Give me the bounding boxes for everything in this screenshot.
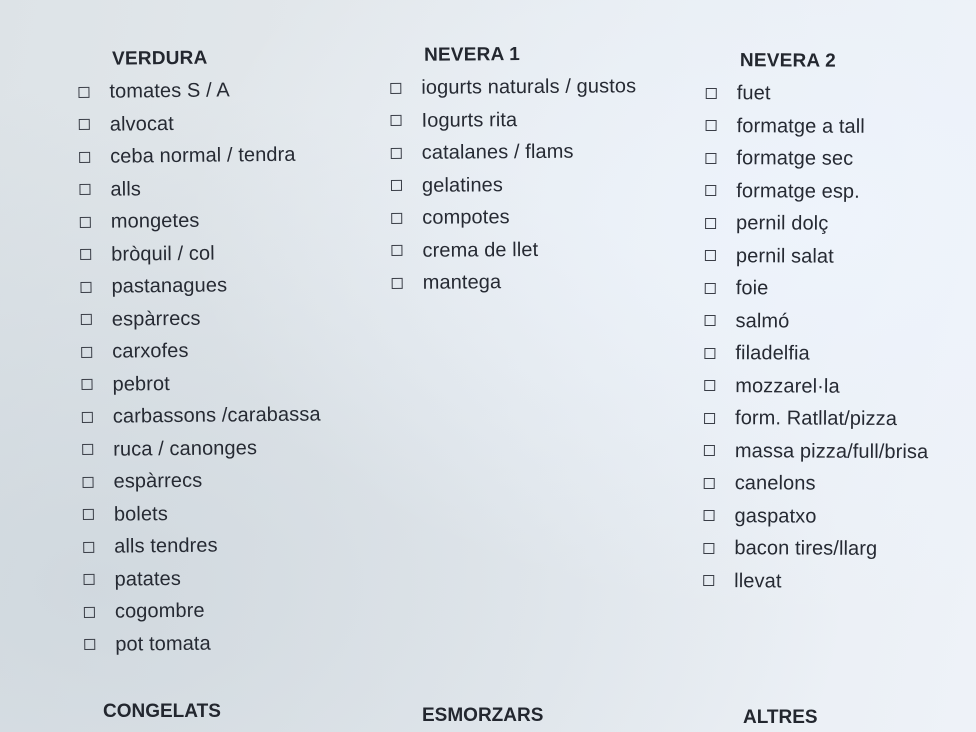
checkbox-icon[interactable] <box>706 120 717 131</box>
checklist-item[interactable] <box>704 402 929 436</box>
checklist-item[interactable] <box>705 207 930 241</box>
checklist-nevera-1 <box>390 70 637 299</box>
column-nevera-1 <box>390 42 638 299</box>
checklist-item-label: catalanes / flams <box>421 140 574 164</box>
checklist-item[interactable] <box>706 109 931 143</box>
checklist-item[interactable] <box>391 200 637 234</box>
checklist-item[interactable] <box>703 564 928 598</box>
checklist-item-label: form. Ratllat/pizza <box>735 407 898 431</box>
checklist-item-label: formatge esp. <box>736 179 860 203</box>
checkbox-icon[interactable] <box>391 213 402 224</box>
checklist-item[interactable] <box>391 233 637 267</box>
checkbox-icon[interactable] <box>83 509 94 520</box>
checklist-item[interactable] <box>704 337 929 371</box>
checkbox-icon[interactable] <box>79 152 90 163</box>
checkbox-icon[interactable] <box>82 444 93 455</box>
checklist-item[interactable] <box>81 366 320 401</box>
section-heading-esmorzars: ESMORZARS <box>422 705 544 726</box>
checklist-item-label: cogombre <box>114 599 205 623</box>
checklist-item-label: carxofes <box>112 339 189 363</box>
checkbox-icon[interactable] <box>78 87 89 98</box>
checkbox-icon[interactable] <box>80 217 91 228</box>
checklist-item-label: crema de llet <box>422 238 539 262</box>
section-heading-congelats: CONGELATS <box>103 701 221 722</box>
checkbox-icon[interactable] <box>704 510 715 521</box>
checklist-item-label: mozzarel·la <box>735 374 840 398</box>
checkbox-icon[interactable] <box>704 380 715 391</box>
checklist-item[interactable] <box>81 333 320 368</box>
checklist-item[interactable] <box>706 77 931 111</box>
checkbox-icon[interactable] <box>79 119 90 130</box>
checkbox-icon[interactable] <box>705 218 716 229</box>
checklist-item[interactable] <box>705 174 930 208</box>
checklist-item-label: mongetes <box>110 209 200 233</box>
checkbox-icon[interactable] <box>84 574 95 585</box>
checklist-item-label: Iogurts rita <box>421 108 518 132</box>
checklist-item-label: bacon tires/llarg <box>734 537 878 560</box>
checkbox-icon[interactable] <box>82 477 93 488</box>
checklist-item[interactable] <box>80 236 319 271</box>
checklist-item[interactable] <box>705 239 930 273</box>
checkbox-icon[interactable] <box>704 413 715 424</box>
checklist-item[interactable] <box>80 203 319 238</box>
checklist-item-label: alvocat <box>109 112 174 136</box>
checklist-item[interactable] <box>391 135 637 169</box>
checklist-item-label: iogurts naturals / gustos <box>421 75 637 99</box>
checklist-item[interactable] <box>705 272 930 306</box>
checkbox-icon[interactable] <box>704 348 715 359</box>
checklist-item-label: ceba normal / tendra <box>110 143 296 168</box>
checkbox-icon[interactable] <box>704 445 715 456</box>
section-heading-altres: ALTRES <box>743 707 818 728</box>
checkbox-icon[interactable] <box>703 575 714 586</box>
checkbox-icon[interactable] <box>704 478 715 489</box>
checklist-item-label: bolets <box>113 502 168 526</box>
checklist-item[interactable] <box>84 593 323 628</box>
checkbox-icon[interactable] <box>703 543 714 554</box>
checklist-nevera-2 <box>703 77 930 598</box>
checkbox-icon[interactable] <box>705 315 716 326</box>
checkbox-icon[interactable] <box>84 639 95 650</box>
checklist-item-label: pot tomata <box>115 632 211 656</box>
checklist-item[interactable] <box>705 142 930 176</box>
checklist-item[interactable] <box>703 532 928 566</box>
checklist-item[interactable] <box>83 561 322 596</box>
checklist-item[interactable] <box>78 73 317 108</box>
checklist-item[interactable] <box>81 301 320 336</box>
checklist-item-label: llevat <box>734 569 782 592</box>
checkbox-icon[interactable] <box>392 278 403 289</box>
checklist-item[interactable] <box>704 467 929 501</box>
checklist-item-label: espàrrecs <box>111 307 201 331</box>
checklist-item-label: pernil salat <box>735 244 834 268</box>
checklist-item-label: bròquil / col <box>111 242 215 266</box>
section-heading-nevera-2: NEVERA 2 <box>739 50 836 72</box>
checkbox-icon[interactable] <box>79 184 90 195</box>
checklist-item[interactable] <box>83 528 322 563</box>
checkbox-icon[interactable] <box>84 607 95 618</box>
checklist-item[interactable] <box>391 168 637 202</box>
checklist-item-label: gelatines <box>421 173 504 197</box>
checklist-item[interactable] <box>390 70 636 104</box>
checkbox-icon[interactable] <box>80 282 91 293</box>
checkbox-icon[interactable] <box>705 283 716 294</box>
section-heading-nevera-1: NEVERA 1 <box>424 44 521 66</box>
checklist-item-label: alls <box>110 177 142 201</box>
checklist-item[interactable] <box>84 626 323 661</box>
checkbox-icon[interactable] <box>391 180 402 191</box>
checklist-item-label: tomates S / A <box>109 79 230 103</box>
checklist-verdura <box>78 73 323 660</box>
checkbox-icon[interactable] <box>83 542 94 553</box>
checkbox-icon[interactable] <box>390 83 401 94</box>
checklist-item-label: foie <box>735 277 769 300</box>
checklist-item-label: pernil dolç <box>736 212 829 235</box>
checklist-item-label: carbassons /carabassa <box>112 403 321 428</box>
section-heading-verdura: VERDURA <box>112 47 208 70</box>
checklist-item-label: patates <box>114 567 181 591</box>
checklist-item[interactable] <box>392 265 638 299</box>
checklist-item-label: salmó <box>735 309 790 332</box>
checklist-item[interactable] <box>79 138 318 173</box>
checklist-item-label: mantega <box>422 271 502 294</box>
checklist-item[interactable] <box>79 171 318 206</box>
checklist-item-label: ruca / canonges <box>113 436 258 461</box>
checkbox-icon[interactable] <box>391 148 402 159</box>
checklist-item-label: pebrot <box>112 372 170 396</box>
column-verdura <box>78 45 323 660</box>
checkbox-icon[interactable] <box>81 379 92 390</box>
checkbox-icon[interactable] <box>81 347 92 358</box>
checklist-item-label: massa pizza/full/brisa <box>734 439 929 463</box>
checklist-item-label: compotes <box>422 206 510 229</box>
checklist-item-label: formatge a tall <box>736 114 865 138</box>
checkbox-icon[interactable] <box>80 249 91 260</box>
checklist-item[interactable] <box>79 106 318 141</box>
checklist-item[interactable] <box>390 103 636 137</box>
checklist-item-label: canelons <box>734 472 816 495</box>
checklist-item[interactable] <box>704 304 929 338</box>
checklist-item[interactable] <box>82 398 321 433</box>
checklist-item[interactable] <box>703 499 928 533</box>
checklist-item[interactable] <box>82 431 321 466</box>
checklist-item-label: espàrrecs <box>113 469 203 493</box>
checkbox-icon[interactable] <box>706 88 717 99</box>
checklist-item[interactable] <box>82 463 321 498</box>
column-nevera-2 <box>703 49 930 598</box>
checklist-item-label: gaspatxo <box>734 504 817 528</box>
checklist-item[interactable] <box>704 369 929 403</box>
checklist-item-label: formatge sec <box>736 147 854 170</box>
checkbox-icon[interactable] <box>391 245 402 256</box>
checklist-item-label: pastanagues <box>111 274 228 298</box>
checklist-item[interactable] <box>83 496 322 531</box>
checkbox-icon[interactable] <box>705 185 716 196</box>
checklist-item[interactable] <box>80 268 319 303</box>
checklist-item[interactable] <box>704 434 929 468</box>
checkbox-icon[interactable] <box>705 250 716 261</box>
checkbox-icon[interactable] <box>81 314 92 325</box>
checkbox-icon[interactable] <box>390 115 401 126</box>
checklist-item-label: filadelfia <box>735 342 810 365</box>
checkbox-icon[interactable] <box>82 412 93 423</box>
checklist-item-label: alls tendres <box>114 534 218 558</box>
checklist-item-label: fuet <box>736 82 771 105</box>
checkbox-icon[interactable] <box>705 153 716 164</box>
